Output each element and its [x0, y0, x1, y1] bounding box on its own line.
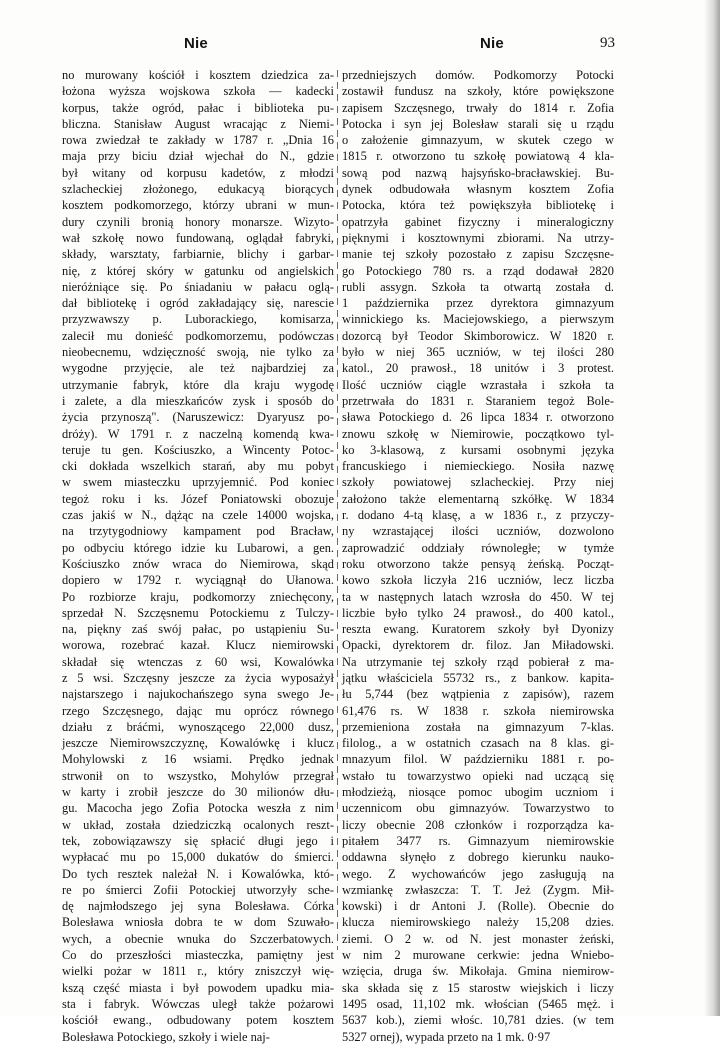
text-line: nieobecnemu, wdzięczność swoją, nie tylko za — [62, 345, 334, 360]
text-line: ziemi. O 2 w. od N. jest monaster żeński, — [342, 931, 614, 946]
text-line: roku otworzono także pensyą żeńską. Począt- — [342, 556, 614, 571]
text-line: o założenie gimnazyum, w skutek czego w — [342, 133, 614, 148]
text-line: Po rozbiorze kraju, podkomorzy zniechęcony, — [62, 589, 334, 604]
text-line: czas jakiś w N., dążąc na czele 14000 wojska, — [62, 508, 334, 523]
text-line: worowa, rozebrać kazał. Klucz niemirowski — [62, 638, 334, 653]
text-line: przyzwawszy p. Luborackiego, komisarza, — [62, 312, 334, 327]
text-line: zostawił fundusz na szkoły, które powiększone — [342, 84, 614, 99]
text-line: w swem miasteczku uprzyjemnić. Pod koniec — [62, 475, 334, 490]
text-line: dę najmłodszego jej syna Bolesława. Córka — [62, 899, 334, 914]
text-line: dopiero w 1792 r. wyciągnął do Ułanowa. — [62, 573, 334, 588]
text-line: w karty i zrobił jeszcze do 30 milionów dłu- — [62, 785, 334, 800]
text-line: filolog., a w ostatnich czasach na 8 klas. gi- — [342, 736, 614, 751]
text-line: tegoż roku i ks. Józef Poniatowski obozuje — [62, 491, 334, 506]
text-line: łu 5,744 (bez wątpienia z zapisów), razem — [342, 687, 614, 702]
text-line: klucza niemirowskiego należy 15,208 dzies. — [342, 915, 614, 930]
text-line: kowo szkoła liczyła 216 uczniów, lecz liczba — [342, 573, 614, 588]
text-line: po odbyciu którego idzie ku Lubarowi, a gen. — [62, 540, 334, 555]
text-line: dynek odbudowała własnym kosztem Zofia — [342, 182, 614, 197]
text-line: strwonił on to wszystko, Mohylów przegrał — [62, 768, 334, 783]
text-line: składy, warsztaty, farbiarnie, blichy i garbar- — [62, 247, 334, 262]
text-line: wstało tu towarzystwo opieki nad uczącą się — [342, 768, 614, 783]
text-line: życia przynoszą". (Naruszewicz: Dyaryusz po- — [62, 410, 334, 425]
text-line: kszą część miasta i był powodem upadku mia- — [62, 980, 334, 995]
text-line: wych, a obecnie wnuka do Szczerbatowych. — [62, 931, 334, 946]
text-line: kościół ewang., odbudowany potem kosztem — [62, 1013, 334, 1028]
text-line: z 5 wsi. Szczęsny jeszcze za życia wyposażył — [62, 670, 334, 685]
page-edge-shadow — [704, 0, 720, 1016]
text-line: wypłacać mu po 15,000 dukatów do śmierci. — [62, 850, 334, 865]
text-line: teruje tu gen. Kościuszko, a Wincenty Potoc- — [62, 442, 334, 457]
text-line: Bolesława Potockiego, szkoły i wiele naj- — [62, 1029, 270, 1044]
text-line: nieróżniące się. Po śniadaniu w pałacu oglą- — [62, 279, 334, 294]
text-line: Co do przeszłości miasteczka, pamiętny jest — [62, 948, 334, 963]
text-line: dał bibliotekę i ogród zakładający się, narescie — [62, 296, 334, 311]
text-line: rowa zwiedzał te zakłady w 1787 r. „Dnia 16 — [62, 133, 334, 148]
text-line: przetrwała do 1831 r. Staraniem tegoż Bole- — [342, 393, 614, 408]
text-line: 1 października przez dyrektora gimnazyum — [342, 296, 614, 311]
text-line: był witany od korpusu kadetów, z młodzi — [62, 165, 334, 180]
left-headword: Nie — [184, 35, 208, 52]
text-line: szlacheckiej złożonego, edukacyą biorących — [62, 182, 334, 197]
right-headword: Nie — [480, 35, 504, 52]
text-line: znowu szkołę w Niemirowie, początkowo tyl- — [342, 426, 614, 441]
text-line: jątku właściciela 55732 rs., z bankow. kapita- — [342, 670, 614, 685]
column-divider — [337, 70, 338, 950]
text-line: mnazyum filol. W październiku 1881 r. po- — [342, 752, 614, 767]
right-text-column — [342, 67, 614, 1045]
text-line: francuskiego i niemieckiego. Nosiła nazwę — [342, 459, 614, 474]
text-line: dróży). W 1791 r. z naczelną komendą kwa- — [62, 426, 334, 441]
text-line: liczbie było tylko 24 prawosł., do 400 katol., — [342, 605, 614, 620]
text-line: Potocka, która też powiększyła bibliotekę i — [342, 198, 614, 213]
text-line: Do tych resztek należał N. i Kowalówka, któ- — [62, 866, 334, 881]
text-line: Ilość uczniów ciągle wzrastała i szkoła ta — [342, 377, 614, 392]
text-line: reszta ewang. Kuratorem szkoły był Dyonizy — [342, 622, 614, 637]
text-line: założono także elementarną szkółkę. W 1834 — [342, 491, 614, 506]
text-line: 1495 osad, 11,102 mk. włościan (5465 męż. i — [342, 996, 614, 1011]
text-line: było w niej 365 uczniów, w tej ilości 280 — [342, 345, 614, 360]
text-line: składał się wtenczas z 60 wsi, Kowalówka — [62, 654, 334, 669]
text-line: młodzieżą, niosące pomoc ubogim uczniom i — [342, 785, 614, 800]
text-line: dozorcą był Teodor Skimborowicz. W 1820 r. — [342, 328, 614, 343]
text-line: 5637 kob.), ziemi włośc. 10,781 dzies. (w tem — [342, 1013, 614, 1028]
text-line: liczy obecnie 208 członków i rozporządza ka- — [342, 817, 614, 832]
text-line: w nim 2 murowane cerkwie: jedna Wniebo- — [342, 948, 614, 963]
text-line: Mohylowski z 16 wsiami. Prędko jednak — [62, 752, 334, 767]
text-line: przedniejszych domów. Podkomorzy Potocki — [342, 68, 614, 82]
page-number: 93 — [600, 35, 615, 51]
text-line: manie tej szkoły pozostało z zapisu Szczęsne- — [342, 247, 614, 262]
text-line: wielki pożar w 1811 r., który zniszczył wię- — [62, 964, 334, 979]
text-line: winnickiego ks. Maciejowskiego, a pierwszym — [342, 312, 614, 327]
text-line: korpus, także ogród, pałac i biblioteka pu- — [62, 100, 334, 115]
text-line: przemieniona została na gimnazyum 7-klas. — [342, 719, 614, 734]
text-line: zapisem Szczęsnego, trwały do 1814 r. Zofia — [342, 100, 614, 115]
text-line: wego. Z wychowańców jego zasługują na — [342, 866, 614, 881]
text-line: jeszcze Niemirowszczyznę, Kowalówkę i klucz — [62, 736, 334, 751]
text-line: pitałem 3477 rs. Gimnazyum niemirowskie — [342, 833, 614, 848]
text-line: wał szkołę nowo fundowaną, oglądał fabryki, — [62, 230, 334, 245]
text-line: w układ, została dziedziczką ocalonych reszt- — [62, 817, 334, 832]
text-line: no murowany kościół i kosztem dziedzica za- — [62, 68, 334, 82]
text-line: gu. Macocha jego Zofia Potocka weszła z nim — [62, 801, 334, 816]
text-line: łożona wyższa wojskowa szkoła — kadecki — [62, 84, 334, 99]
text-line: oddawna słynęło z dobrego kierunku nauko- — [342, 850, 614, 865]
text-line: sława Potockiego d. 26 lipca 1834 r. otworzono — [342, 410, 614, 425]
text-line: uczennicom obu gimnazyów. Towarzystwo to — [342, 801, 614, 816]
text-line: ny wzrastającej ilości uczniów, dozwolono — [342, 524, 614, 539]
text-line: wygodne przyjęcie, ale też najbardziej za — [62, 361, 334, 376]
text-line: Potocka i syn jej Bolesław starali się u rządu — [342, 116, 614, 131]
text-line: 5327 ornej), wypada przeto na 1 mk. 0·97 — [342, 1029, 551, 1044]
text-line: opatrzyła gabinet fizyczny i mineralogiczny — [342, 214, 614, 229]
text-line: ta w następnych latach wzrosła do 450. W tej — [342, 589, 614, 604]
text-line: i zalete, a dla mieszkańców zysk i sposób do — [62, 393, 334, 408]
text-line: na trzytygodniowy kampament pod Bracław, — [62, 524, 334, 539]
text-line: 1815 r. otworzono tu szkołę powiatową 4 kla- — [342, 149, 614, 164]
text-line: najstarszego i najukochańszego syna swego Je- — [62, 687, 334, 702]
text-line: kowski) i dr Antoni J. (Rolle). Obecnie do — [342, 899, 614, 914]
text-line: Kościuszko znów wraca do Niemirowa, skąd — [62, 556, 334, 571]
text-line: ko 3-klasową, z kursami osobnymi języka — [342, 442, 614, 457]
text-line: go Potockiego 780 rs. a rząd dodawał 2820 — [342, 263, 614, 278]
text-line: Bolesława wniosła dobra te w dom Szuwało- — [62, 915, 334, 930]
text-line: cki dokłada wszelkich starań, aby mu pobyt — [62, 459, 334, 474]
text-line: nię, z której skóry w gatunku od angielskich — [62, 263, 334, 278]
text-line: ska składa się z 15 starostw wiejskich i liczy — [342, 980, 614, 995]
text-line: sta i fabryk. Wówczas uległ także pożarowi — [62, 996, 334, 1011]
left-text-column — [62, 67, 334, 1045]
text-line: tek, zobowiązawszy się spłacić długi jego i — [62, 833, 334, 848]
text-line: na, piękny zaś swój pałac, po ustąpieniu Su- — [62, 622, 334, 637]
text-line: utrzymanie fabryk, które dla kraju wygodę — [62, 377, 334, 392]
text-line: Opacki, dyrektorem dr. filoz. Jan Miładowski. — [342, 638, 614, 653]
text-line: działu z bráćmi, wynoszącego 22,000 dusz, — [62, 719, 334, 734]
text-line: kosztem podkomorzego, którzy ubrani w mun- — [62, 198, 334, 213]
text-line: pięknymi i kosztownymi zbiorami. Na utrzy- — [342, 230, 614, 245]
text-line: zaprowadzić oddziały równoległe; w tymże — [342, 540, 614, 555]
text-line: sową pod nazwą hajsyńsko-bracławskiej. Bu- — [342, 165, 614, 180]
text-line: szkoły powiatowej szlacheckiej. Przy niej — [342, 475, 614, 490]
text-line: re po śmierci Zofii Potockiej utworzyły sche- — [62, 882, 334, 897]
text-line: maja przy biciu dział wjechał do N., gdzie — [62, 149, 334, 164]
text-line: katol., 20 prawosł., 18 unitów i 3 protest. — [342, 361, 614, 376]
text-line: bliczna. Stanisław August wracając z Niemi- — [62, 116, 334, 131]
text-line: 61,476 rs. W 1838 r. szkoła niemirowska — [342, 703, 614, 718]
page-header — [0, 35, 720, 55]
text-line: Na utrzymanie tej szkoły rząd pobierał z ma- — [342, 654, 614, 669]
text-line: rubli assygn. Szkoła ta otwartą została d. — [342, 279, 614, 294]
text-line: sprzedał N. Szczęsnemu Potockiemu z Tulczy- — [62, 605, 334, 620]
text-line: zalecił mu donieść podkomorzemu, podówczas — [62, 328, 334, 343]
text-line: wzięcia, druga św. Mikołaja. Gmina niemirow- — [342, 964, 614, 979]
text-line: dury czynili bronią honory monarsze. Wizyto- — [62, 214, 334, 229]
text-line: rzego Szczęsnego, dając mu oprócz równego — [62, 703, 334, 718]
text-line: r. dodano 4-tą klasę, a w 1836 r., z przyczy- — [342, 508, 614, 523]
text-line: wzmiankę zwłaszcza: T. T. Jeż (Zygm. Mił- — [342, 882, 614, 897]
